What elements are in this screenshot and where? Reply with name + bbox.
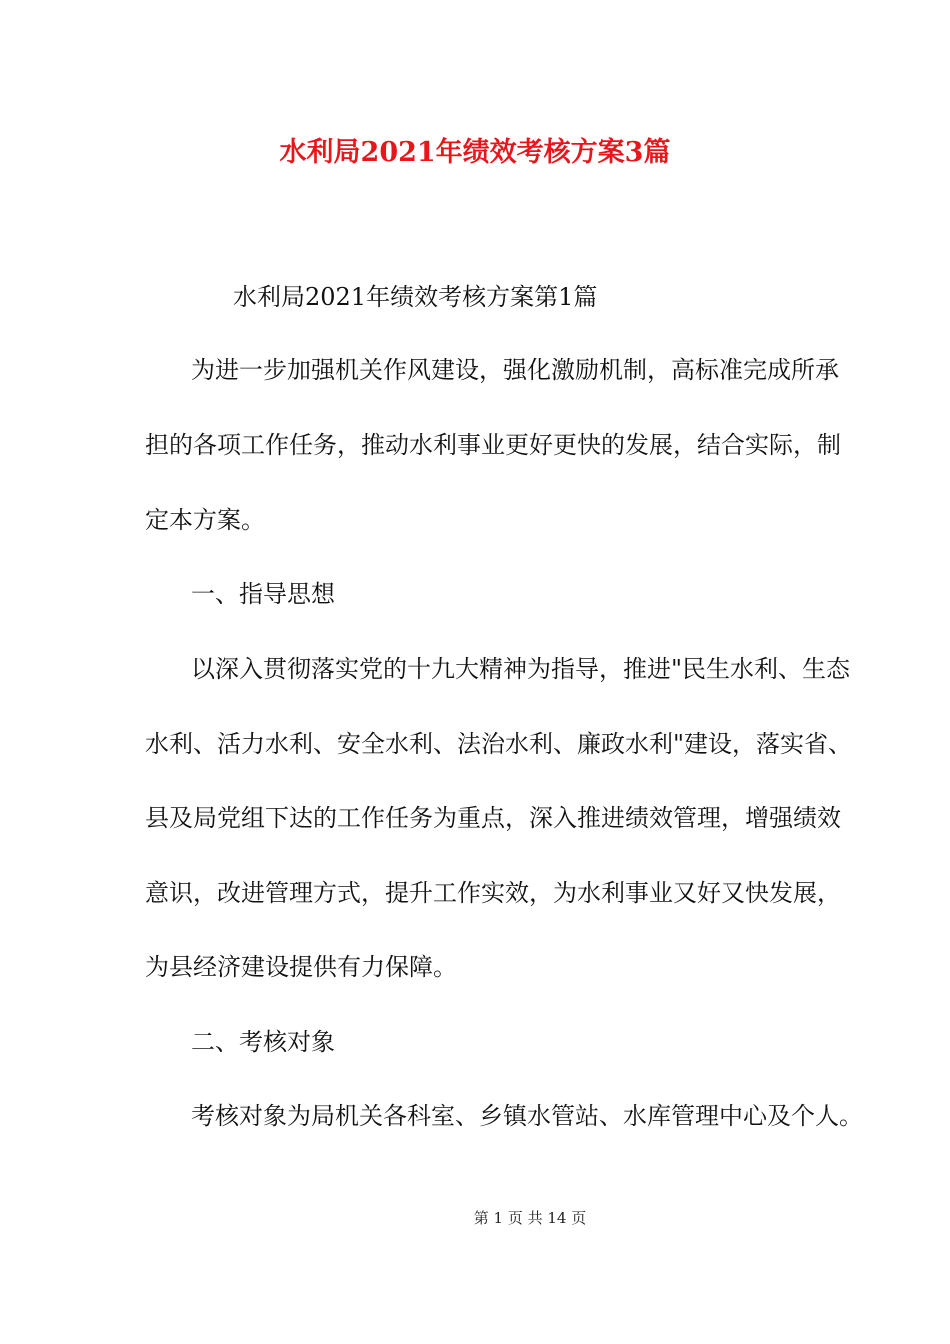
paragraph-line: 水利、活力水利、安全水利、法治水利、廉政水利"建设，落实省、 <box>145 730 853 758</box>
paragraph-line: 以深入贯彻落实党的十九大精神为指导，推进"民生水利、生态 <box>191 655 851 683</box>
page-number-footer: 第 1 页 共 14 页 <box>473 1209 587 1227</box>
paragraph-line: 定本方案。 <box>145 506 265 534</box>
paragraph-line: 考核对象为局机关各科室、乡镇水管站、水库管理中心及个人。 <box>191 1102 863 1130</box>
paragraph-line: 县及局党组下达的工作任务为重点，深入推进绩效管理，增强绩效 <box>145 804 841 832</box>
document-title: 水利局2021年绩效考核方案3篇 <box>279 137 671 168</box>
paragraph-line: 为进一步加强机关作风建设，强化激励机制，高标准完成所承 <box>191 356 839 384</box>
paragraph-line: 担的各项工作任务，推动水利事业更好更快的发展，结合实际，制 <box>145 431 841 459</box>
section-title: 水利局2021年绩效考核方案第1篇 <box>233 283 598 311</box>
heading-guiding-ideology: 一、指导思想 <box>191 580 335 608</box>
heading-assessment-object: 二、考核对象 <box>191 1028 335 1056</box>
paragraph-line: 意识，改进管理方式，提升工作实效，为水利事业又好又快发展， <box>145 879 841 907</box>
paragraph-line: 为县经济建设提供有力保障。 <box>145 953 457 981</box>
